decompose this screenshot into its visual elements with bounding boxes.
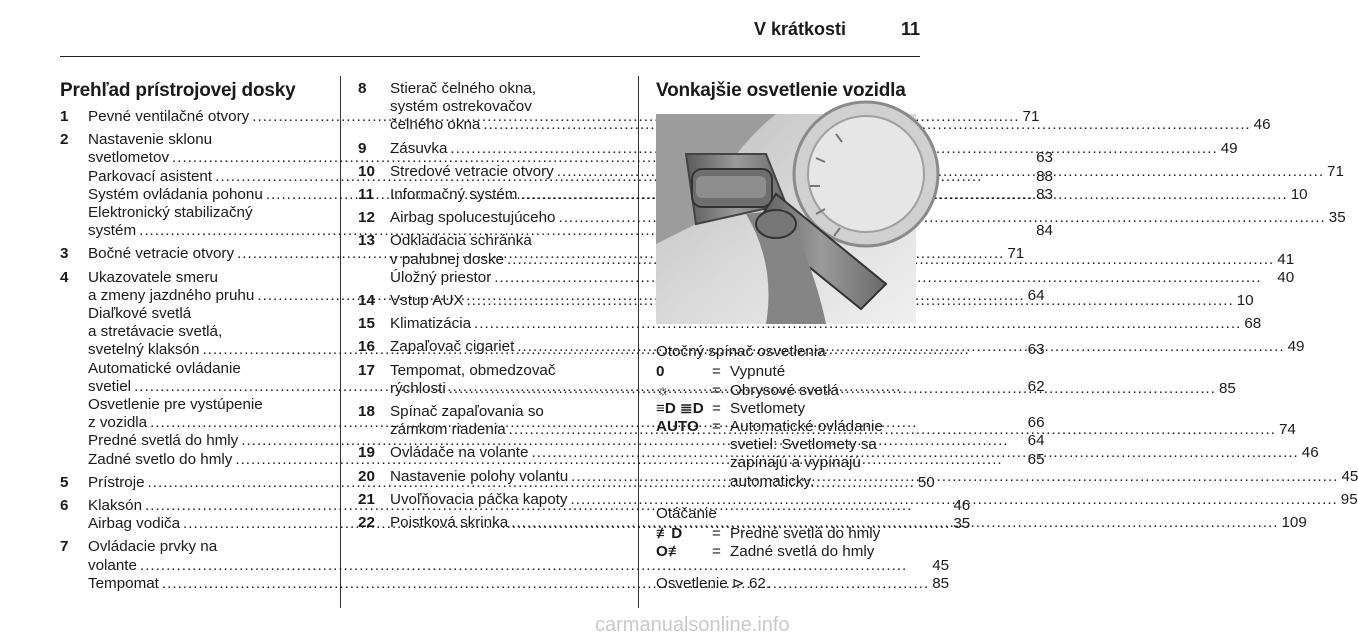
lighting-reference: [656, 575, 921, 593]
item-number: 12: [358, 209, 375, 227]
item-page: 84: [1036, 222, 1053, 240]
item-number: 4: [60, 268, 69, 286]
item-text: Stredové vetracie otvory: [390, 162, 554, 180]
item-page: 45: [1341, 467, 1358, 485]
item-text: Osvetlenie pre vystúpenie: [88, 396, 263, 414]
legend-description-line: Svetlomety: [730, 399, 806, 417]
item-text: Odkladacia schránka: [390, 232, 532, 250]
legend-description-line: Zadné svetlá do hmly: [730, 543, 875, 561]
item-page: 85: [1218, 379, 1236, 397]
item-text: systém ostrekovačov: [390, 98, 532, 116]
item-text: Automatické ovládanie: [88, 359, 241, 377]
push-switch-label: Otáčanie: [656, 504, 717, 522]
item-number: 19: [358, 444, 375, 462]
item-number: 15: [358, 315, 375, 333]
equals-sign: =: [712, 363, 721, 381]
item-page: 62: [1027, 377, 1045, 395]
item-text: Parkovací asistent: [88, 167, 213, 185]
item-page: 41: [1277, 250, 1295, 268]
column-exterior-lighting: [656, 80, 921, 594]
legend-description: [730, 400, 921, 418]
item-number: 11: [358, 186, 375, 204]
equals-sign: =: [712, 399, 721, 417]
off-zero-icon: 0: [656, 363, 665, 381]
page-header: [0, 0, 960, 60]
rotary-switch-legend: [656, 363, 921, 490]
legend-description: [730, 363, 921, 381]
item-page: 85: [932, 574, 950, 592]
item-text: volante: [88, 556, 137, 574]
item-page: 49: [1287, 338, 1305, 356]
item-number: 3: [60, 245, 69, 263]
item-number: 8: [358, 80, 367, 97]
item-page: 49: [1220, 139, 1238, 157]
item-number: 5: [60, 473, 69, 491]
item-page: 64: [1027, 432, 1045, 450]
item-page: 65: [1027, 450, 1045, 468]
item-text: Stierač čelného okna,: [390, 80, 537, 97]
item-page: 88: [1036, 167, 1053, 185]
page-ref-arrow-icon: ⊳: [732, 575, 745, 593]
item-text: svetelný klaksón: [88, 341, 200, 359]
page-number: 11: [900, 19, 920, 39]
item-number: 1: [60, 108, 69, 125]
item-text: Systém ovládania pohonu: [88, 185, 263, 203]
side-lights-icon: ☼: [656, 381, 670, 399]
item-page: 63: [1027, 341, 1045, 359]
item-text: a stretávacie svetlá,: [88, 323, 223, 341]
equals-sign: =: [712, 543, 721, 561]
lighting-reference-text: Osvetlenie: [656, 575, 728, 593]
lighting-reference-page: 62.: [748, 575, 771, 593]
item-page: 66: [1027, 414, 1045, 432]
item-text: Zásuvka: [390, 139, 448, 157]
item-page: 46: [953, 497, 971, 515]
item-number: 16: [358, 338, 375, 356]
watermark: carmanualsonline.info: [595, 614, 790, 636]
equals-sign: =: [712, 525, 721, 543]
item-page: 10: [1236, 292, 1254, 310]
legend-description-line: svetiel: Svetlomety sa: [730, 436, 877, 454]
item-page: 10: [1290, 186, 1308, 204]
item-number: 17: [358, 361, 375, 379]
push-switch-section: [656, 505, 921, 562]
equals-sign: =: [712, 381, 721, 399]
item-page: 64: [1027, 286, 1045, 304]
item-text: Uvoľňovacia páčka kapoty: [390, 490, 568, 508]
item-text: Klimatizácia: [390, 315, 472, 333]
list-item: [358, 315, 1262, 333]
item-text: Tempomat: [88, 574, 159, 592]
legend-description-line: zapínajú a vypínajú: [730, 454, 861, 472]
item-text: z vozidla: [88, 414, 148, 432]
item-text: Ovládače na volante: [390, 444, 529, 462]
item-page: 35: [1328, 209, 1346, 227]
item-text: Spínač zapaľovania so: [390, 403, 544, 421]
item-page: 45: [932, 556, 950, 574]
item-text: Informačný systém: [390, 186, 518, 204]
item-number: 18: [358, 403, 375, 421]
header-rule: [60, 56, 920, 57]
item-page: 71: [1022, 108, 1040, 125]
list-item: [358, 209, 1346, 227]
legend-description: [730, 543, 921, 561]
front-fog-icon: ≢D: [656, 525, 683, 543]
item-number: 9: [358, 139, 367, 157]
item-text: Diaľkové svetlá: [88, 305, 192, 323]
item-text: Poistková skrinka: [390, 514, 509, 532]
item-text: Ovládacie prvky na: [88, 538, 218, 556]
exterior-lighting-heading: Vonkajšie osvetlenie vozidla: [656, 80, 906, 101]
item-number: 13: [358, 232, 375, 250]
item-text: a zmeny jazdného pruhu: [88, 286, 255, 304]
item-number: 6: [60, 497, 69, 515]
rear-fog-icon: O≢: [656, 543, 684, 561]
item-number: 2: [60, 131, 69, 149]
item-text: Nastavenie polohy volantu: [390, 467, 569, 485]
legend-description-line: Obrysové svetlá: [730, 381, 839, 399]
legend-row: [656, 400, 921, 418]
item-text: Prístroje: [88, 473, 145, 491]
item-number: 20: [358, 467, 375, 485]
rotary-switch-section: [656, 343, 921, 491]
legend-row: [656, 543, 921, 561]
section-title: V krátkosti: [753, 19, 846, 39]
equals-sign: =: [712, 418, 721, 436]
item-number: 21: [358, 490, 375, 508]
item-text: svetiel: [88, 377, 132, 395]
item-number: 14: [358, 292, 375, 310]
item-page: 83: [1036, 185, 1053, 203]
item-text: Nastavenie sklonu: [88, 131, 213, 149]
item-number: 10: [358, 162, 375, 180]
legend-description-line: Automatické ovládanie: [730, 418, 883, 436]
instrument-panel-heading: Prehľad prístrojovej dosky: [60, 80, 296, 101]
legend-row: [656, 382, 921, 400]
item-text: čelného okna: [390, 116, 481, 134]
item-page: 74: [1278, 421, 1296, 439]
item-text: Ukazovatele smeru: [88, 268, 218, 286]
light-switch-photo: [656, 114, 916, 324]
item-text: Klaksón: [88, 497, 143, 515]
item-text: Airbag spolucestujúceho: [390, 209, 556, 227]
item-text: Tempomat, obmedzovač: [390, 361, 556, 379]
item-number: 22: [358, 514, 375, 532]
legend-row: [656, 525, 921, 543]
item-text: rýchlosti: [390, 379, 446, 397]
item-page: 63: [1036, 149, 1053, 167]
push-switch-legend: [656, 525, 921, 561]
legend-description: [730, 418, 921, 491]
item-text: Airbag vodiča: [88, 515, 181, 533]
headlights-icon: ≡D ≣D: [656, 399, 704, 417]
item-page: 50: [917, 473, 935, 491]
rotary-switch-label: Otočný spínač osvetlenia: [656, 343, 826, 361]
item-text: Úložný priestor: [390, 268, 492, 286]
item-page: 46: [1253, 116, 1271, 134]
item-text: Zapaľovač cigariet: [390, 338, 515, 356]
item-page: 68: [1244, 315, 1262, 333]
legend-description: [730, 382, 921, 400]
legend-row: [656, 418, 921, 491]
item-page: 35: [953, 515, 971, 533]
item-text: Zadné svetlo do hmly: [88, 450, 233, 468]
item-text: Elektronický stabilizačný: [88, 204, 253, 222]
item-text: svetlometov: [88, 149, 170, 167]
legend-description-line: Predné svetlá do hmly: [730, 525, 881, 543]
item-page: 109: [1281, 514, 1307, 532]
item-text: v palubnej doske: [390, 250, 504, 268]
legend-description-line: automaticky.: [730, 472, 815, 490]
item-page: 71: [1327, 162, 1344, 180]
legend-description-line: Vypnuté: [730, 363, 786, 381]
item-number: 7: [60, 538, 69, 556]
item-page: 71: [1007, 245, 1025, 263]
item-page: 95: [1340, 490, 1358, 508]
item-text: zámkom riadenia: [390, 421, 506, 439]
legend-description: [730, 525, 921, 543]
item-text: Bočné vetracie otvory: [88, 245, 235, 263]
item-page: 46: [1301, 444, 1319, 462]
item-page: 40: [1277, 268, 1295, 286]
item-text: Vstup AUX: [390, 292, 464, 310]
item-text: Pevné ventilačné otvory: [88, 108, 250, 125]
auto-text: AUTO: [656, 418, 699, 436]
legend-row: [656, 363, 921, 381]
item-text: systém: [88, 222, 137, 240]
item-text: Predné svetlá do hmly: [88, 432, 239, 450]
